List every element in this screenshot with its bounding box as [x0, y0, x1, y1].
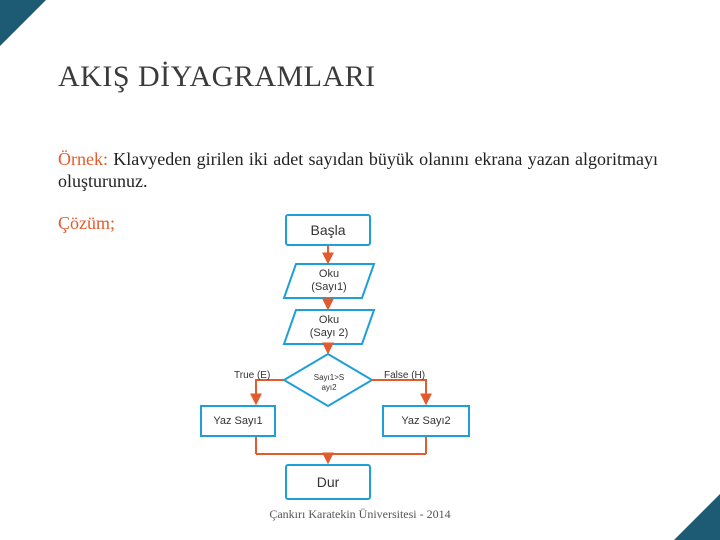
false-branch-label: False (H): [384, 370, 426, 381]
decision-line2: ayı2: [321, 383, 337, 392]
input-sayi2-line1: Oku: [318, 314, 340, 326]
input-sayi1-line1: Oku: [318, 268, 340, 280]
input-sayi1-label: [290, 268, 368, 294]
input-sayi2-line2: (Sayı 2): [309, 327, 349, 339]
output-sayi1: Yaz Sayı1: [200, 405, 276, 437]
connector-true-branch: [256, 380, 284, 403]
decision-label: [304, 373, 354, 393]
input-sayi2-label: [290, 314, 368, 340]
decision-line1: Sayı1>S: [313, 373, 345, 382]
connector-false-branch: [372, 380, 426, 403]
input-sayi1-line2: (Sayı1): [311, 281, 347, 293]
solution-label: Çözüm;: [58, 213, 115, 233]
example-label: Örnek:: [58, 149, 108, 169]
example-text: Klavyeden girilen iki adet sayıdan büyük olanını ekrana yazan algoritmayı oluşturunuz.: [58, 149, 658, 191]
slide-title: AKIŞ DİYAGRAMLARI: [58, 60, 376, 93]
start-terminal: Başla: [285, 214, 371, 246]
true-branch-label: True (E): [234, 370, 271, 381]
output-sayi2: Yaz Sayı2: [382, 405, 470, 437]
end-terminal: Dur: [285, 464, 371, 500]
footer-text: Çankırı Karatekin Üniversitesi - 2014: [269, 507, 451, 521]
